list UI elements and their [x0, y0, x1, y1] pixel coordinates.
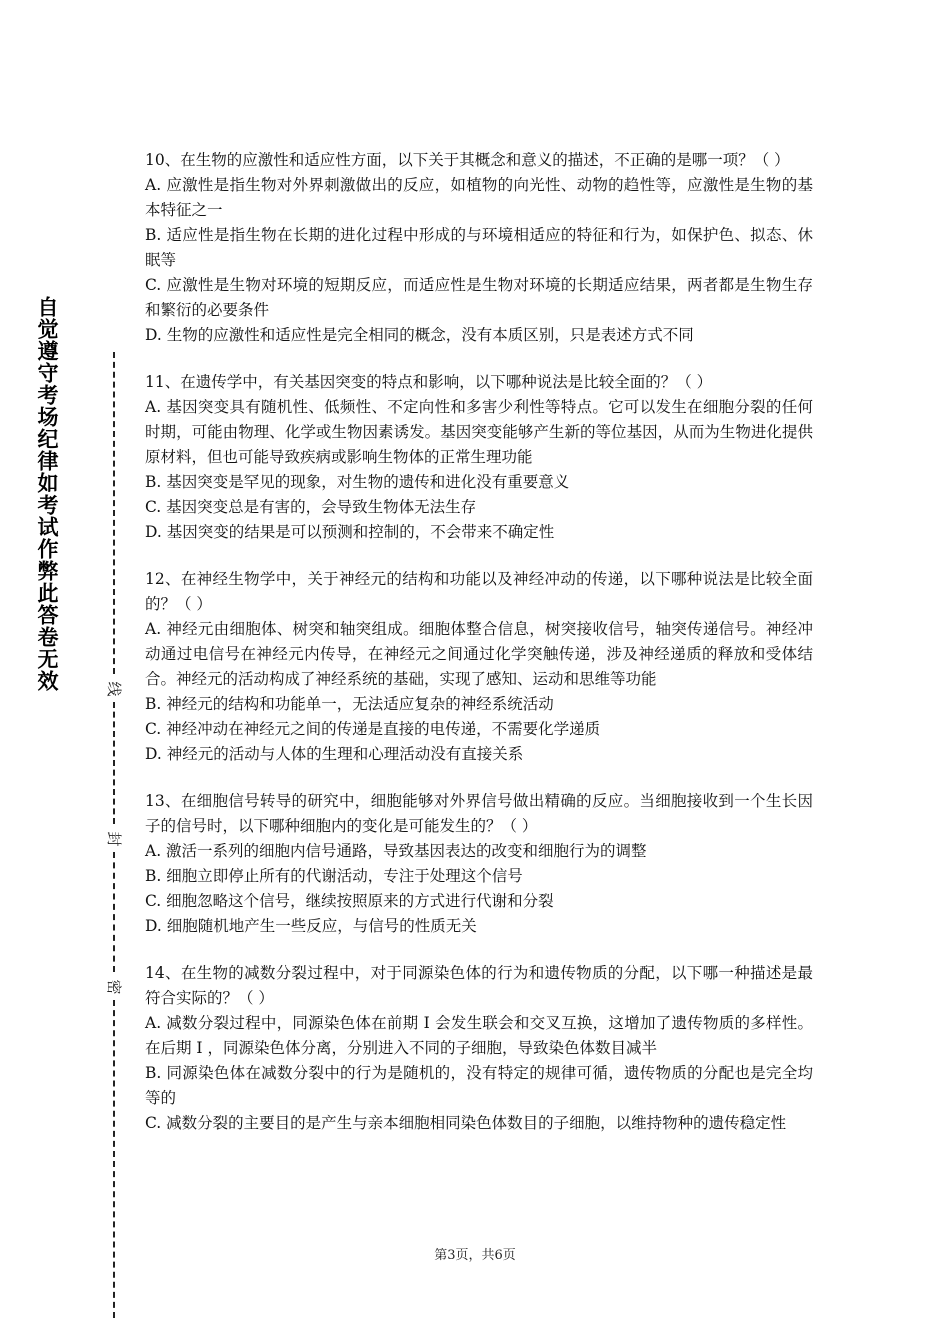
seal-dash-line [113, 1000, 115, 1318]
option-b: B. 同源染色体在减数分裂中的行为是随机的，没有特定的规律可循，遗传物质的分配也是完全均等的 [145, 1064, 813, 1107]
option-b: B. 神经元的结构和功能单一，无法适应复杂的神经系统活动 [145, 695, 554, 713]
question-10 [145, 148, 813, 348]
question-stem: 11、在遗传学中，有关基因突变的特点和影响，以下哪种说法是比较全面的？（ ） [145, 373, 713, 391]
option-a: A. 激活一系列的细胞内信号通路，导致基因表达的改变和细胞行为的调整 [145, 842, 647, 860]
question-12 [145, 567, 813, 767]
option-a: A. 基因突变具有随机性、低频性、不定向性和多害少利性等特点。它可以发生在细胞分裂的任何时期，可能由物理、化学或生物因素诱发。基因突变能够产生新的等位基因，从而为生物进化提供原材料，但也可能导致疾病或影响生物体的正常生理功能 [145, 398, 813, 466]
exam-warning: 自觉遵守考场纪律如考试作弊此答卷无效 [35, 296, 59, 692]
seal-char-line: 线 [105, 679, 123, 699]
question-13 [145, 789, 813, 939]
option-b: B. 基因突变是罕见的现象，对生物的遗传和进化没有重要意义 [145, 473, 570, 491]
option-d: D. 细胞随机地产生一些反应，与信号的性质无关 [145, 917, 477, 935]
option-c: C. 减数分裂的主要目的是产生与亲本细胞相同染色体数目的子细胞，以维持物种的遗传稳定性 [145, 1114, 787, 1132]
option-d: D. 神经元的活动与人体的生理和心理活动没有直接关系 [145, 745, 524, 763]
seal-char-seal: 封 [105, 829, 123, 849]
option-a: A. 应激性是指生物对外界刺激做出的反应，如植物的向光性、动物的趋性等，应激性是生物的基本特征之一 [145, 176, 813, 219]
seal-dash-line [113, 852, 115, 972]
seal-dash-line [113, 702, 115, 824]
question-stem: 13、在细胞信号转导的研究中，细胞能够对外界信号做出精确的反应。当细胞接收到一个生长因子的信号时，以下哪种细胞内的变化是可能发生的？（ ） [145, 792, 813, 835]
question-stem: 10、在生物的应激性和适应性方面，以下关于其概念和意义的描述，不正确的是哪一项？（ ） [145, 151, 790, 169]
page-footer [0, 1244, 950, 1263]
question-11 [145, 370, 813, 545]
option-c: C. 基因突变总是有害的，会导致生物体无法生存 [145, 498, 477, 516]
question-list [145, 148, 813, 1158]
option-d: D. 生物的应激性和适应性是完全相同的概念，没有本质区别，只是表述方式不同 [145, 326, 694, 344]
page-number: 第3页，共6页 [434, 1248, 516, 1263]
question-stem: 12、在神经生物学中，关于神经元的结构和功能以及神经冲动的传递，以下哪种说法是比较全面的？（ ） [145, 570, 813, 613]
binding-margin [0, 0, 140, 1344]
question-14 [145, 961, 813, 1136]
option-b: B. 细胞立即停止所有的代谢活动，专注于处理这个信号 [145, 867, 523, 885]
option-b: B. 适应性是指生物在长期的进化过程中形成的与环境相适应的特征和行为，如保护色、拟态、休眠等 [145, 226, 813, 269]
seal-dash-line [113, 352, 115, 674]
seal-char-secret: 密 [105, 977, 123, 997]
option-c: C. 神经冲动在神经元之间的传递是直接的电传递，不需要化学递质 [145, 720, 601, 738]
option-c: C. 细胞忽略这个信号，继续按照原来的方式进行代谢和分裂 [145, 892, 554, 910]
option-c: C. 应激性是生物对环境的短期反应，而适应性是生物对环境的长期适应结果，两者都是生物生存和繁衍的必要条件 [145, 276, 813, 319]
option-d: D. 基因突变的结果是可以预测和控制的，不会带来不确定性 [145, 523, 555, 541]
question-stem: 14、在生物的减数分裂过程中，对于同源染色体的行为和遗传物质的分配，以下哪一种描述是最符合实际的？（ ） [145, 964, 813, 1007]
option-a: A. 神经元由细胞体、树突和轴突组成。细胞体整合信息，树突接收信号，轴突传递信号。神经冲动通过电信号在神经元内传导，在神经元之间通过化学突触传递，涉及神经递质的释放和受体结合。神经元的活动构成了神经系统的基础，实现了感知、运动和思维等功能 [145, 620, 813, 688]
option-a: A. 减数分裂过程中，同源染色体在前期 Ⅰ 会发生联会和交叉互换，这增加了遗传物质的多样性。在后期 Ⅰ ，同源染色体分离，分别进入不同的子细胞，导致染色体数目减半 [145, 1014, 813, 1057]
